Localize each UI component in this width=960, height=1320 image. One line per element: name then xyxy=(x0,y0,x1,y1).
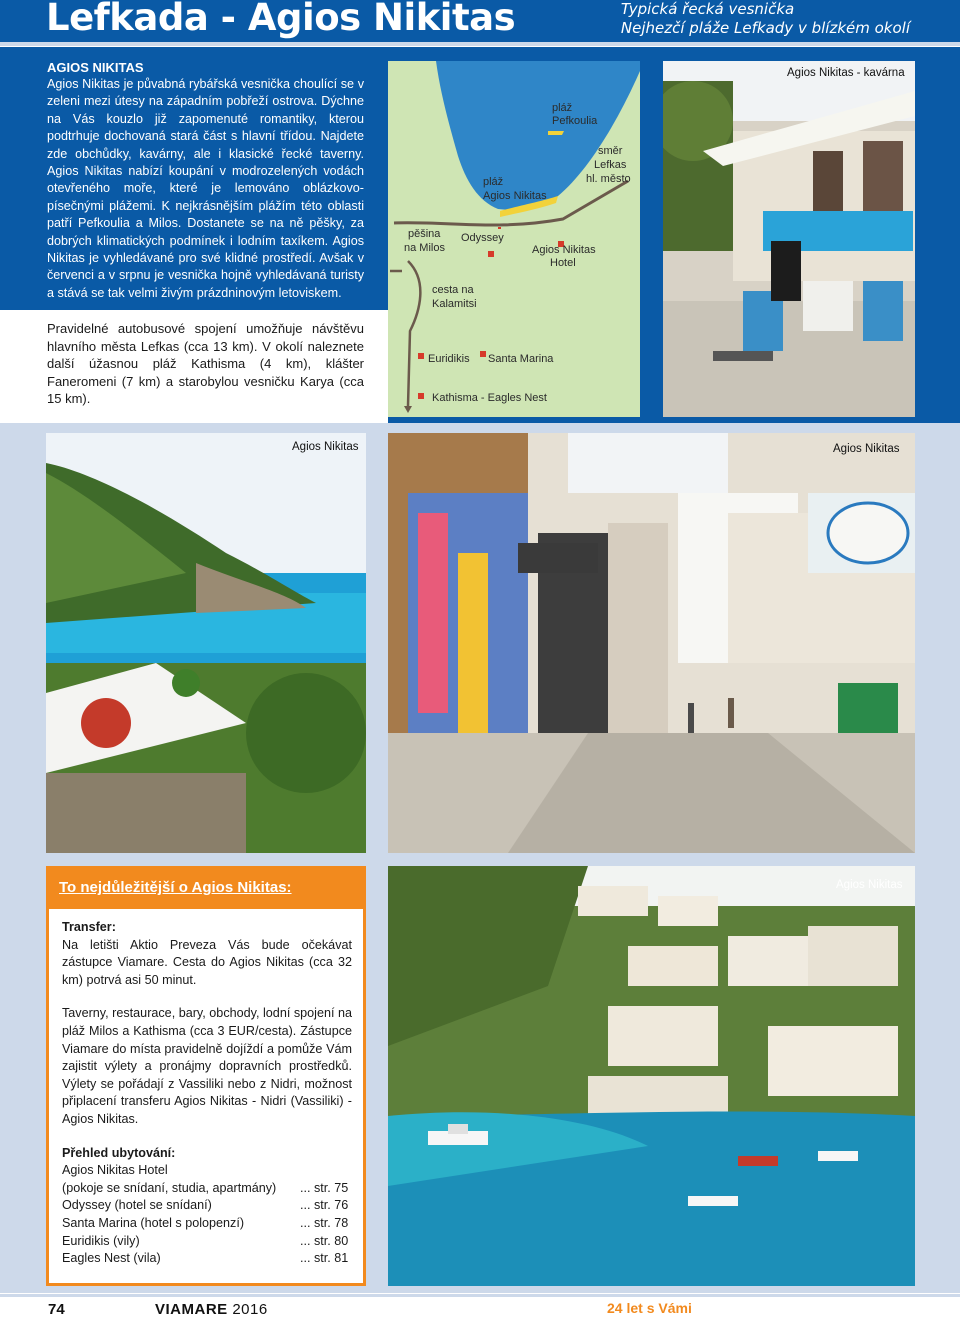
map-label-lefkas-1: směr xyxy=(598,145,623,157)
accommodation-page-ref: ... str. 75 xyxy=(300,1180,349,1195)
map-label-milos-1: pěšina xyxy=(408,228,441,240)
street-caption: Agios Nikitas xyxy=(833,443,900,455)
transfer-text: Na letišti Aktio Preveza Vás bude očekávat zástupce Viamare. Cesta do Agios Nikitas (cca 32 km) potrvá asi 50 minut. xyxy=(62,937,352,987)
cafe-photo xyxy=(663,61,915,417)
map-label-euridikis: Euridikis xyxy=(428,353,470,365)
brand-year: 2016 xyxy=(232,1301,268,1318)
brand-footer xyxy=(155,1301,268,1318)
header-divider xyxy=(0,42,960,46)
map-label-pefkoulia-1: pláž xyxy=(552,102,573,114)
map-label-kalamitsi-1: cesta na xyxy=(432,284,474,296)
accommodation-row xyxy=(62,1250,352,1268)
accommodation-page-ref: ... str. 76 xyxy=(300,1198,349,1213)
accommodation-page-ref: ... str. 81 xyxy=(300,1251,349,1266)
map-label-santa-marina: Santa Marina xyxy=(488,353,554,365)
page-title: Lefkada - Agios Nikitas xyxy=(46,0,516,39)
map-label-milos-2: na Milos xyxy=(404,242,445,254)
map-label-hotel-2: Hotel xyxy=(550,257,576,269)
harbour-caption: Agios Nikitas xyxy=(836,879,903,891)
key-info-title: To nejdůležitější o Agios Nikitas: xyxy=(59,879,292,896)
accommodation-name: Eagles Nest (vila) xyxy=(62,1251,161,1266)
accommodation-intro: Agios Nikitas Hotel xyxy=(62,1163,168,1178)
map-label-agios-beach-1: pláž xyxy=(483,176,504,188)
map-drawing xyxy=(388,61,640,417)
map-label-kathisma: Kathisma - Eagles Nest xyxy=(432,392,547,404)
accommodation-page-ref: ... str. 78 xyxy=(300,1215,349,1230)
coast-caption: Agios Nikitas xyxy=(292,441,359,453)
accommodation-row xyxy=(62,1180,352,1198)
intro-text-block xyxy=(47,59,364,302)
services-text: Taverny, restaurace, bary, obchody, lodní spojení na pláž Milos a Kathisma (cca 3 EUR/cesta). Zástupce Viamare do místa pravidelně dojíždí a pomůže Vám zajistit výlety a pronájmy dopravních prostředků. Výlety se pořádají z Vassiliki nebo z Nidri, možnost připlacení transferu Agios Nikitas - Nidri (Vassiliki) - Agios Nikitas. xyxy=(62,1006,352,1126)
page-header xyxy=(0,0,960,42)
map-label-lefkas-2: Lefkas xyxy=(594,159,627,171)
map-label-hotel-1: Agios Nikitas xyxy=(532,244,596,256)
accommodation-page-ref: ... str. 80 xyxy=(300,1233,349,1248)
accommodation-row xyxy=(62,1197,352,1215)
page-number: 74 xyxy=(48,1301,65,1318)
coast-photo xyxy=(46,433,366,853)
map-label-odyssey: Odyssey xyxy=(461,232,504,244)
subtitle-line-2: Nejhezčí pláže Lefkady v blízkém okolí xyxy=(620,19,910,37)
map-label-pefkoulia-2: Pefkoulia xyxy=(552,115,598,127)
footer-slogan: 24 let s Vámi xyxy=(607,1300,692,1316)
accommodation-name: Odyssey (hotel se snídaní) xyxy=(62,1198,212,1213)
accommodation-name: Euridikis (vily) xyxy=(62,1233,140,1248)
street-photo xyxy=(388,433,915,853)
accommodation-name: Santa Marina (hotel s polopenzí) xyxy=(62,1215,245,1230)
transport-paragraph: Pravidelné autobusové spojení umožňuje návštěvu hlavního města Lefkas (cca 13 km). V okolí naleznete další úžasnou pláž Kathisma (4 km), klášter Faneromeni (7 km) a starobylou vesničku Karya (cca 15 km). xyxy=(47,321,364,406)
accommodation-row xyxy=(62,1233,352,1251)
brand-name: VIAMARE xyxy=(155,1301,228,1318)
page-subtitle xyxy=(621,0,910,38)
intro-heading: AGIOS NIKITAS xyxy=(47,60,144,75)
accommodation-row xyxy=(62,1215,352,1233)
key-info-header xyxy=(49,869,363,909)
accommodation-name: (pokoje se snídaní, studia, apartmány) xyxy=(62,1180,277,1195)
area-map xyxy=(388,61,640,417)
transfer-section xyxy=(62,919,352,989)
accommodation-label: Přehled ubytování: xyxy=(62,1145,176,1160)
intro-block xyxy=(0,47,388,310)
intro-paragraph: Agios Nikitas je půvabná rybářská vesnička choulící se v zeleni mezi útesy na západním pobřeží ostrova. Dýchne na Vás kouzlo již zapomenuté romantiky, kterou podtrhuje dochovaná stará část s hlavní třídou. Najdete zde obchůdky, kavárny, ale i klasické řecké taverny. Agios Nikitas nabízí koupání v modrozelených vodách otevřeného moře, které je lemováno oblázkovo-písečnými plážemi. K nejkrásnějším plážím této oblasti patří Pefkoulia a Milos. Dostanete se na ně pěšky, za dobrých klimatických podmínek i lodním taxíkem. Agios Nikitas je vyhledávané pro své klidné prostředí. Avšak v červenci a v srpnu je vesnička hojně vyhledávaná turisty a stává se tak velmi živým prázdninovým letoviskem. xyxy=(47,77,364,300)
key-info-box xyxy=(46,866,366,1286)
footer-divider xyxy=(0,1294,960,1297)
key-info-body xyxy=(62,919,352,1268)
map-label-lefkas-3: hl. město xyxy=(586,173,631,185)
transfer-label: Transfer: xyxy=(62,920,116,934)
harbour-photo xyxy=(388,866,915,1286)
subtitle-line-1: Typická řecká vesnička xyxy=(620,0,795,18)
map-label-kalamitsi-2: Kalamitsi xyxy=(432,298,477,310)
accommodation-section xyxy=(62,1145,352,1268)
cafe-caption: Agios Nikitas - kavárna xyxy=(787,67,905,79)
map-label-agios-beach-2: Agios Nikitas xyxy=(483,190,547,202)
